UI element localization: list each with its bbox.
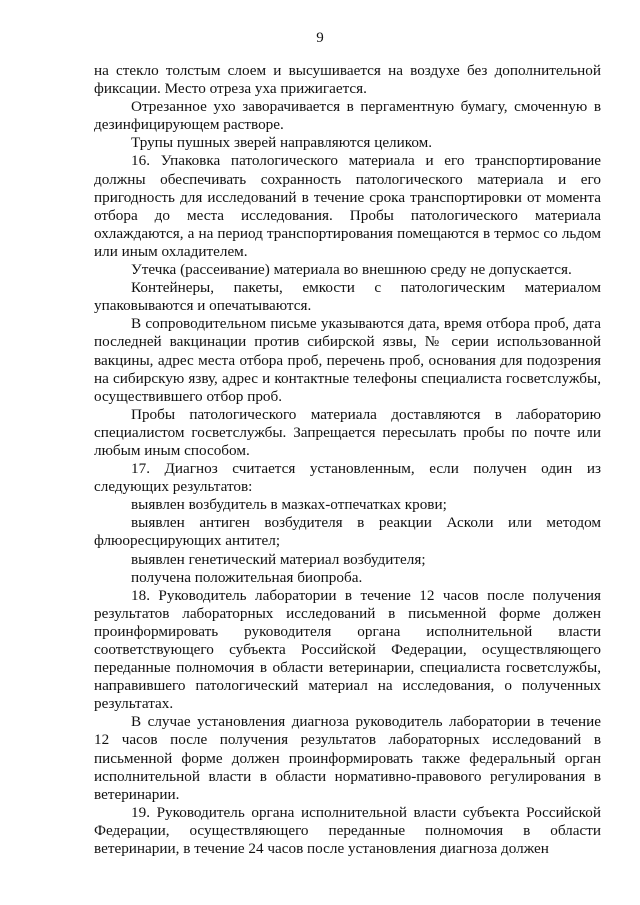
- paragraph-item-18-lab-head: 18. Руководитель лаборатории в течение 12 часов после получения результатов лабораторных исследований в письменной форме должен проинформировать руководителя органа исполнительной власти соответствующего субъекта Российской Федерации, осуществляющего переданные полномочия в области ветеринарии, специалиста госветслужбы, направившего патологический материал на исследования, о полученных результатах.: [94, 586, 601, 713]
- document-body: [94, 62, 601, 858]
- paragraph-cover-letter: В сопроводительном письме указываются дата, время отбора проб, дата последней вакцинации против сибирской язвы, № серии использованной вакцины, адрес места отбора проб, перечень проб, основания для подозрения на сибирскую язву, адрес и контактные телефоны специалиста госветслужбы, осуществившего отбор проб.: [94, 315, 601, 405]
- list-item-genetic-material: выявлен генетический материал возбудителя;: [131, 550, 426, 568]
- paragraph-diagnosis-notification: В случае установления диагноза руководитель лаборатории в течение 12 часов после получения результатов лабораторных исследований в письменной форме должен проинформировать также федеральный орган исполнительной власти в области нормативно-правового регулирования в ветеринарии.: [94, 713, 601, 803]
- paragraph-item-19-authority-head: 19. Руководитель органа исполнительной власти субъекта Российской Федерации, осуществляющего переданные полномочия в области ветеринарии, в течение 24 часов после установления диагноза должен: [94, 803, 601, 858]
- list-item-antigen-detection: выявлен антиген возбудителя в реакции Асколи или методом флюоресцирующих антител;: [94, 514, 601, 550]
- paragraph-containers-sealing: Контейнеры, пакеты, емкости с патологическим материалом упаковываются и опечатываются.: [94, 279, 601, 315]
- page-number: 9: [316, 30, 324, 46]
- paragraph-leak-prohibition: Утечка (рассеивание) материала во внешнюю среду не допускается.: [131, 261, 572, 279]
- paragraph-sample-delivery: Пробы патологического материала доставляются в лабораторию специалистом госветслужбы. Запрещается пересылать пробы по почте или любым иным способом.: [94, 405, 601, 459]
- list-item-bioassay: получена положительная биопроба.: [131, 568, 363, 586]
- paragraph-fur-animal-carcasses: Трупы пушных зверей направляются целиком.: [131, 134, 433, 152]
- list-item-pathogen-smears: выявлен возбудитель в мазках-отпечатках крови;: [131, 496, 447, 514]
- paragraph-continuation: на стекло толстым слоем и высушивается на воздухе без дополнительной фиксации. Место отреза уха прижигается.: [94, 62, 601, 98]
- paragraph-ear-wrapping: Отрезанное ухо заворачивается в пергаментную бумагу, смоченную в дезинфицирующем растворе.: [94, 98, 601, 134]
- paragraph-item-17-diagnosis: 17. Диагноз считается установленным, если получен один из следующих результатов:: [94, 460, 601, 496]
- paragraph-item-16-packaging: 16. Упаковка патологического материала и его транспортирование должны обеспечивать сохранность патологического материала и его пригодность для исследований в течение срока транспортировки от момента отбора до места исследования. Пробы патологического материала охлаждаются, а на период транспортирования помещаются в термос со льдом или иным охладителем.: [94, 152, 601, 260]
